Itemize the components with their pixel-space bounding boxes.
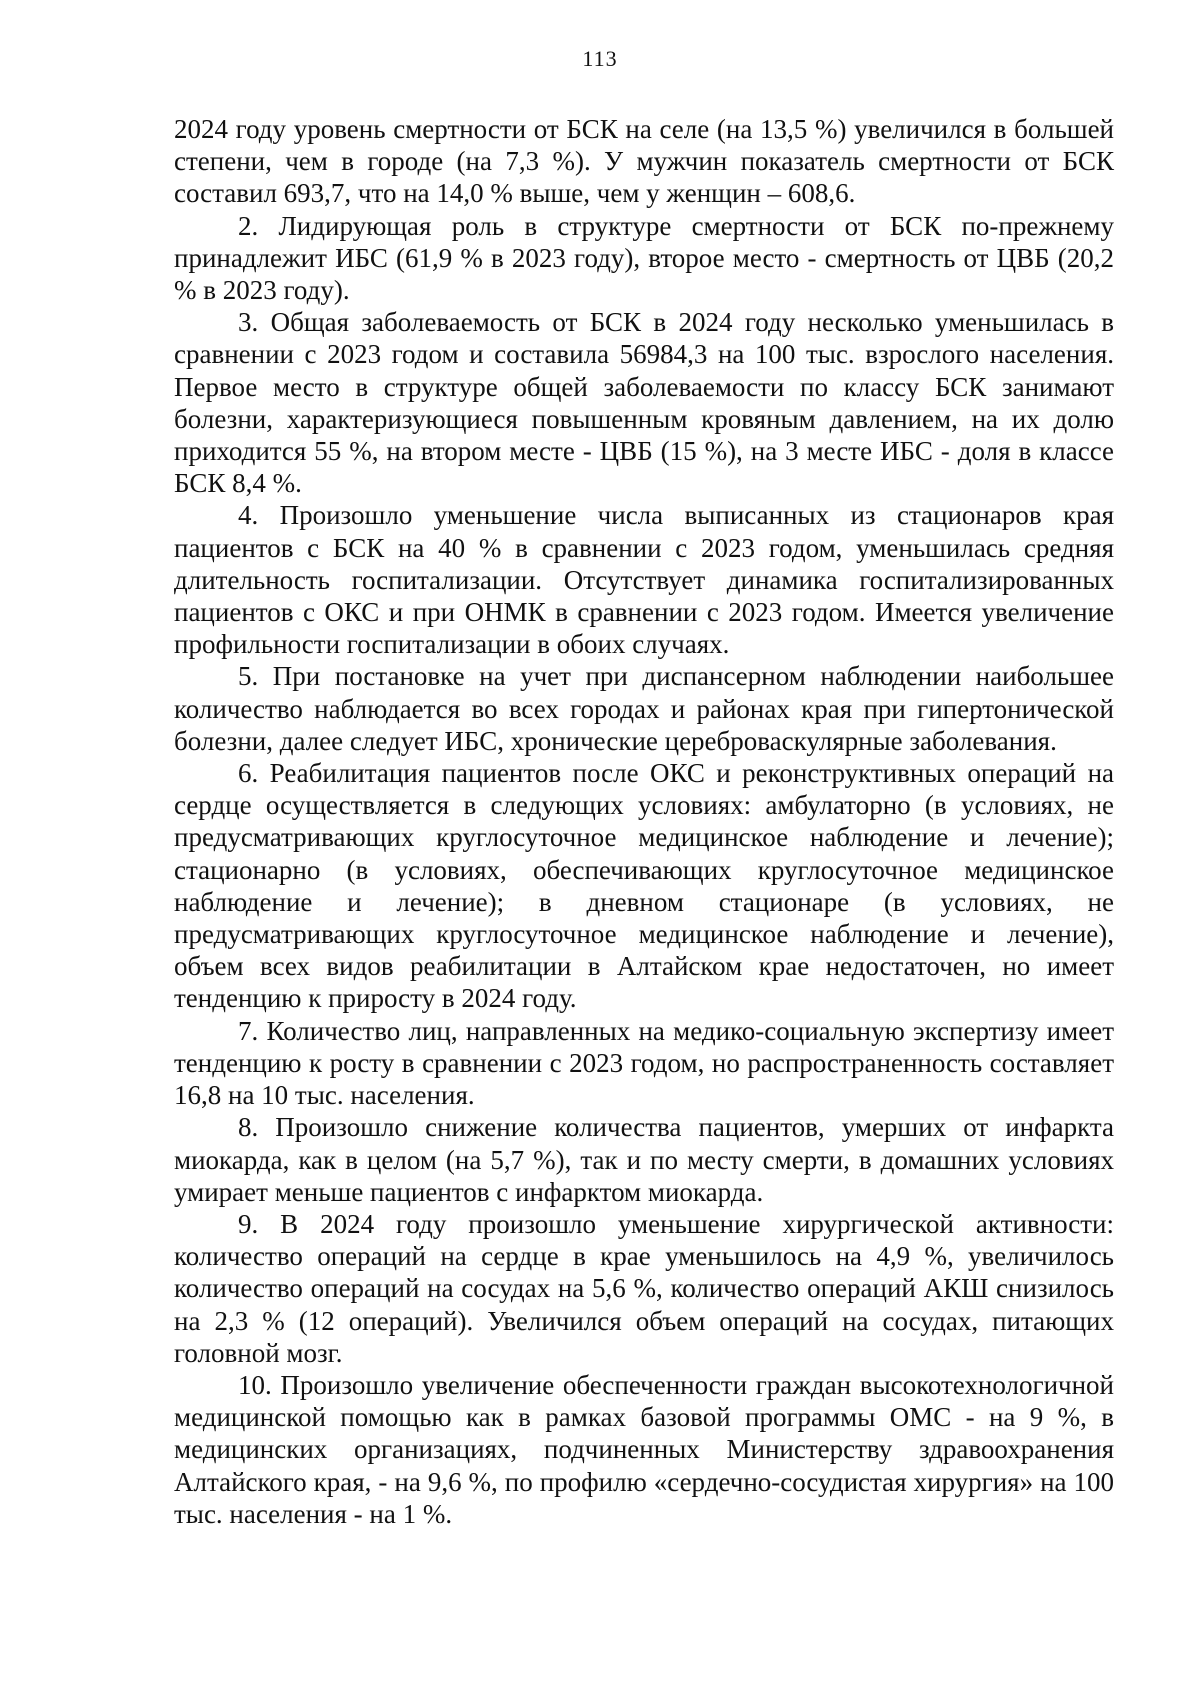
- page-number: 113: [582, 46, 618, 71]
- paragraph-10: 10. Произошло увеличение обеспеченности граждан высокотехнологичной медицинской помощью как в рамках базовой программы ОМС - на 9 %, в медицинских организациях, подчиненных Министерству здравоохранения Алтайского края, - на 9,6 %, по профилю «сердечно-сосудистая хирургия» на 100 тыс. населения - на 1 %.: [174, 1369, 1114, 1529]
- paragraph-3: 3. Общая заболеваемость от БСК в 2024 году несколько уменьшилась в сравнении с 2023 годом и составила 56984,3 на 100 тыс. взрослого населения. Первое место в структуре общей заболеваемости по классу БСК занимают болезни, характеризующиеся повышенным кровяным давлением, на их долю приходится 55 %, на втором месте - ЦВБ (15 %), на 3 месте ИБС - доля в классе БСК 8,4 %.: [174, 307, 1114, 499]
- paragraph-9: 9. В 2024 году произошло уменьшение хирургической активности: количество операций на сердце в крае уменьшилось на 4,9 %, увеличилось количество операций на сосудах на 5,6 %, количество операций АКШ снизилось на 2,3 % (12 операций). Увеличился объем операций на сосудах, питающих головной мозг.: [174, 1208, 1114, 1368]
- paragraph-4: 4. Произошло уменьшение числа выписанных из стационаров края пациентов с БСК на 40 % в сравнении с 2023 годом, уменьшилась средняя длительность госпитализации. Отсутствует динамика госпитализированных пациентов с ОКС и при ОНМК в сравнении с 2023 годом. Имеется увеличение профильности госпитализации в обоих случаях.: [174, 500, 1114, 660]
- body-text: [174, 113, 1114, 1530]
- paragraph-continuation: 2024 году уровень смертности от БСК на селе (на 13,5 %) увеличился в большей степени, чем в городе (на 7,3 %). У мужчин показатель смертности от БСК составил 693,7, что на 14,0 % выше, чем у женщин – 608,6.: [174, 114, 1114, 209]
- paragraph-6: 6. Реабилитация пациентов после ОКС и реконструктивных операций на сердце осуществляется в следующих условиях: амбулаторно (в условиях, не предусматривающих круглосуточное медицинское наблюдение и лечение); стационарно (в условиях, обеспечивающих круглосуточное медицинское наблюдение и лечение); в дневном стационаре (в условиях, не предусматривающих круглосуточное медицинское наблюдение и лечение), объем всех видов реабилитации в Алтайском крае недостаточен, но имеет тенденцию к приросту в 2024 году.: [174, 758, 1114, 1014]
- paragraph-7: 7. Количество лиц, направленных на медико-социальную экспертизу имеет тенденцию к росту в сравнении с 2023 годом, но распространенность составляет 16,8 на 10 тыс. населения.: [174, 1015, 1114, 1111]
- paragraph-8: 8. Произошло снижение количества пациентов, умерших от инфаркта миокарда, как в целом (на 5,7 %), так и по месту смерти, в домашних условиях умирает меньше пациентов с инфарктом миокарда.: [174, 1112, 1114, 1207]
- paragraph-5: 5. При постановке на учет при диспансерном наблюдении наибольшее количество наблюдается во всех городах и районах края при гипертонической болезни, далее следует ИБС, хронические цереброваскулярные заболевания.: [174, 661, 1114, 756]
- paragraph-2: 2. Лидирующая роль в структуре смертности от БСК по-прежнему принадлежит ИБС (61,9 % в 2023 году), второе место - смертность от ЦВБ (20,2 % в 2023 году).: [174, 210, 1114, 306]
